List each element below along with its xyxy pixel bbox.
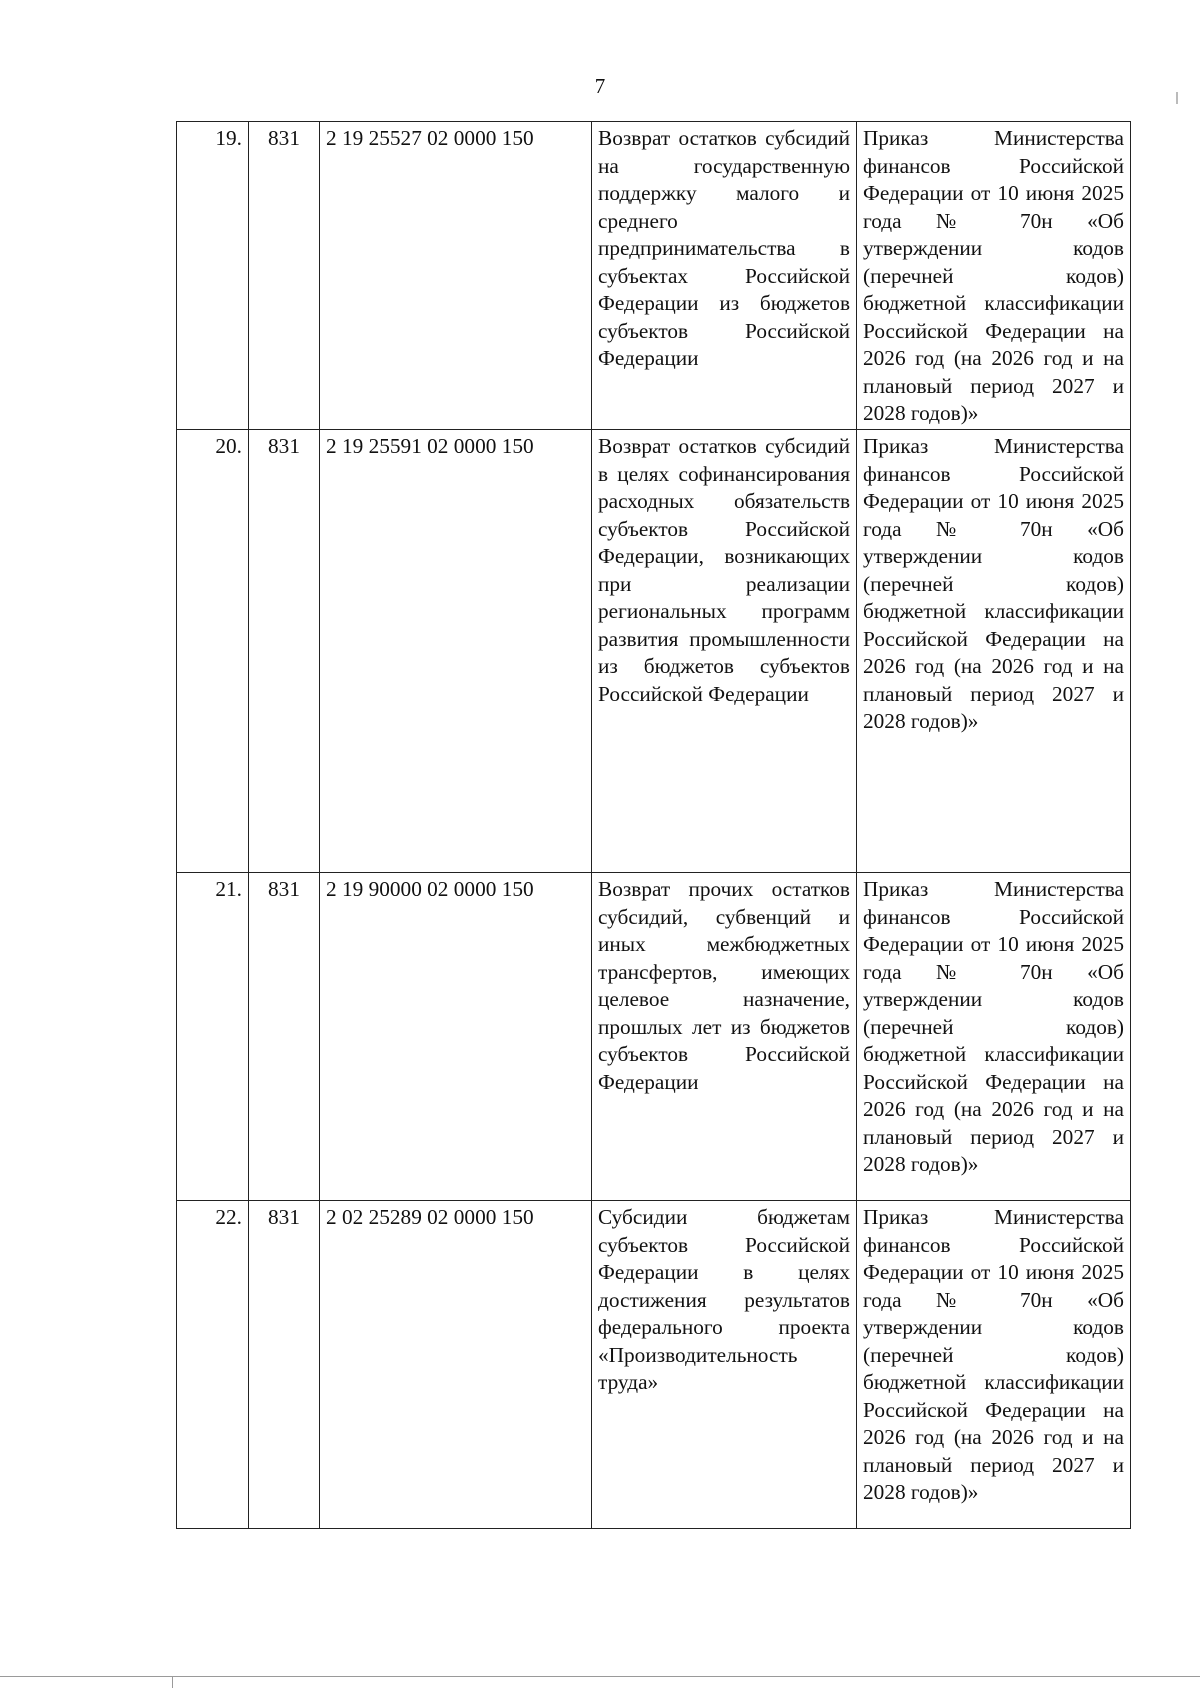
page-number: 7 <box>594 74 606 98</box>
budget-classification-code: 2 19 25527 02 0000 150 <box>320 122 592 430</box>
income-type-name: Возврат остатков субсидий на государственную поддержку малого и среднего предпринимательства в субъектах Российской Федерации из бюджетов субъектов Российской Федерации <box>592 122 857 430</box>
row-number: 20. <box>177 430 249 873</box>
row-number: 22. <box>177 1201 249 1529</box>
table-row <box>177 430 1131 873</box>
row-number: 19. <box>177 122 249 430</box>
administrator-code: 831 <box>249 873 320 1201</box>
budget-classification-code: 2 19 25591 02 0000 150 <box>320 430 592 873</box>
administrator-code: 831 <box>249 430 320 873</box>
income-type-name: Возврат остатков субсидий в целях софинансирования расходных обязательств субъектов Российской Федерации, возникающих при реализации региональных программ развития промышленности из бюджетов субъектов Российской Федерации <box>592 430 857 873</box>
budget-classification-code: 2 19 90000 02 0000 150 <box>320 873 592 1201</box>
page-bottom-tick <box>172 1676 173 1688</box>
income-type-name: Возврат прочих остатков субсидий, субвенций и иных межбюджетных трансфертов, имеющих целевое назначение, прошлых лет из бюджетов субъектов Российской Федерации <box>592 873 857 1201</box>
administrator-code: 831 <box>249 122 320 430</box>
table-row <box>177 873 1131 1201</box>
scan-mark <box>1176 92 1178 104</box>
legal-basis: Приказ Министерства финансов Российской Федерации от 10 июня 2025 года № 70н «Об утверждении кодов (перечней кодов) бюджетной классификации Российской Федерации на 2026 год (на 2026 год и на плановый период 2027 и 2028 годов)» <box>857 1201 1131 1529</box>
table-row <box>177 1201 1131 1529</box>
legal-basis: Приказ Министерства финансов Российской Федерации от 10 июня 2025 года № 70н «Об утверждении кодов (перечней кодов) бюджетной классификации Российской Федерации на 2026 год (на 2026 год и на плановый период 2027 и 2028 годов)» <box>857 122 1131 430</box>
legal-basis: Приказ Министерства финансов Российской Федерации от 10 июня 2025 года № 70н «Об утверждении кодов (перечней кодов) бюджетной классификации Российской Федерации на 2026 год (на 2026 год и на плановый период 2027 и 2028 годов)» <box>857 430 1131 873</box>
row-number: 21. <box>177 873 249 1201</box>
legal-basis: Приказ Министерства финансов Российской Федерации от 10 июня 2025 года № 70н «Об утверждении кодов (перечней кодов) бюджетной классификации Российской Федерации на 2026 год (на 2026 год и на плановый период 2027 и 2028 годов)» <box>857 873 1131 1201</box>
table-row <box>177 122 1131 430</box>
budget-classification-code: 2 02 25289 02 0000 150 <box>320 1201 592 1529</box>
page-bottom-rule <box>0 1676 1200 1677</box>
budget-codes-table <box>176 121 1131 1529</box>
administrator-code: 831 <box>249 1201 320 1529</box>
income-type-name: Субсидии бюджетам субъектов Российской Федерации в целях достижения результатов федерального проекта «Производительность труда» <box>592 1201 857 1529</box>
